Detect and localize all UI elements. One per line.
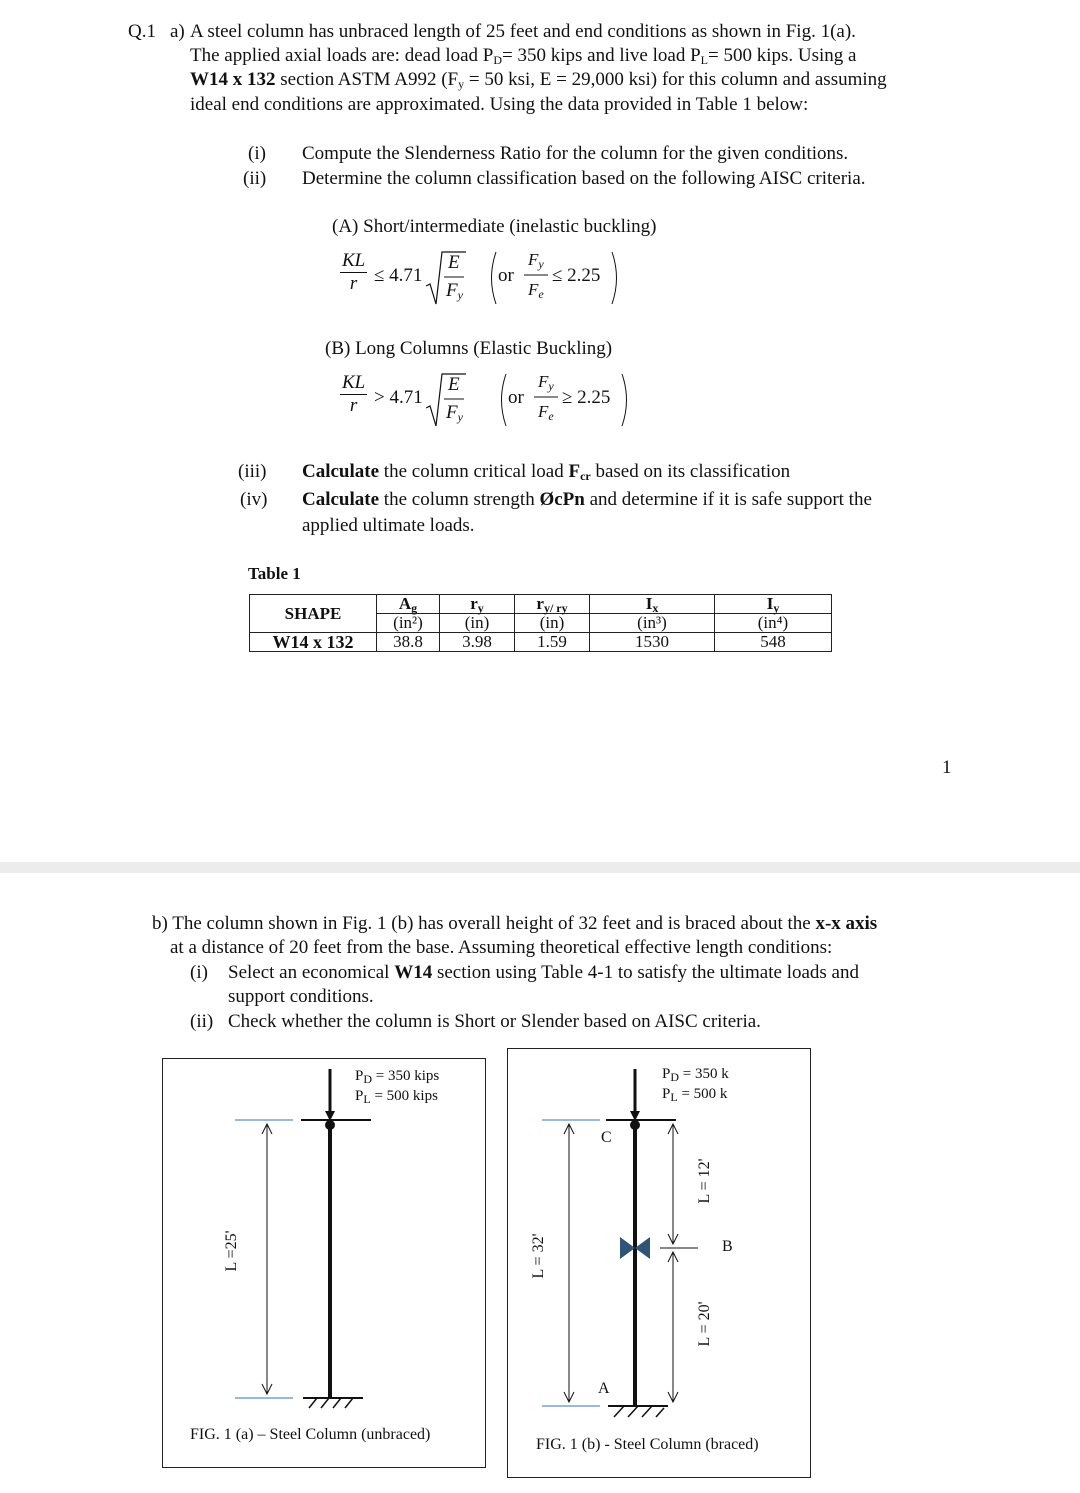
length-label: L =25' bbox=[223, 1230, 240, 1272]
length-bottom-label: L = 20' bbox=[696, 1301, 713, 1347]
point-b-label: B bbox=[722, 1238, 733, 1255]
criteria-a-title: (A) Short/intermediate (inelastic buckling) bbox=[332, 216, 657, 237]
intro-line-3: W14 x 132 section ASTM A992 ($F_y = 50$ ksi, E = 29,000 ksi) for this column and assuming bbox=[190, 69, 887, 91]
length-total-label: L = 32' bbox=[530, 1233, 547, 1279]
intro-line-2: The applied axial loads are: dead load $P_D= 350$ kips and live load $P_L= 500$ kips. Using a bbox=[190, 45, 857, 67]
table-unit: (in³) bbox=[590, 614, 715, 633]
item-text: Compute the Slenderness Ratio for the column for the given conditions. bbox=[302, 143, 849, 164]
formula-b: $\frac{KL}{r}$ > 4.71 E $F_y$ or $F_y$ $F_e$ ≥ 2.25 bbox=[340, 372, 640, 428]
table-header: $I_x$ bbox=[590, 595, 715, 614]
table-cell: 3.98 bbox=[440, 633, 515, 652]
page-number: 1 bbox=[942, 757, 952, 778]
intro-line-1: A steel column has unbraced length of 25 feet and end conditions as shown in Fig. 1(a). bbox=[190, 21, 856, 42]
table-cell: 38.8 bbox=[377, 633, 440, 652]
point-a-label: A bbox=[598, 1380, 610, 1397]
item-num: (i) bbox=[248, 143, 266, 164]
item-text: Calculate the column strength ØcPn and determine if it is safe support the bbox=[302, 489, 872, 510]
item-num: (ii) bbox=[190, 1011, 214, 1032]
item-text: Calculate the column critical load $F_{cr}$ based on its classification bbox=[302, 461, 791, 483]
figure-caption: FIG. 1 (a) – Steel Column (unbraced) bbox=[190, 1426, 431, 1443]
table-header: $I_y$ bbox=[715, 595, 832, 614]
formula-a: $\frac{KL}{r}$ ≤ 4.71 E $F_y$ or $F_y$ $F_e$ ≤ 2.25 bbox=[340, 250, 640, 306]
item-num: (ii) bbox=[243, 168, 267, 189]
table-header: $A_g$ bbox=[377, 595, 440, 614]
item-num: (i) bbox=[190, 962, 208, 983]
figure-1b bbox=[507, 1048, 811, 1478]
table-unit: (in²) bbox=[377, 614, 440, 633]
criteria-b-title: (B) Long Columns (Elastic Buckling) bbox=[325, 338, 613, 359]
table-cell: 1530 bbox=[590, 633, 715, 652]
table-unit: (in) bbox=[515, 614, 590, 633]
column-diagram-a bbox=[163, 1059, 485, 1467]
table-row bbox=[250, 633, 832, 652]
table-unit: (in⁴) bbox=[715, 614, 832, 633]
item-text-cont: support conditions. bbox=[228, 986, 374, 1007]
table-header: $r_y$ bbox=[440, 595, 515, 614]
column-diagram-b bbox=[508, 1049, 810, 1477]
properties-table bbox=[249, 594, 832, 652]
table-title: Table 1 bbox=[248, 564, 301, 583]
item-num: (iv) bbox=[240, 489, 268, 510]
part-a-label: a) bbox=[170, 21, 185, 42]
table-header: $r_{y/ ry}$ bbox=[515, 595, 590, 614]
dead-load-label: $P_D = 350$ kips bbox=[355, 1068, 440, 1086]
item-text: Check whether the column is Short or Slender based on AISC criteria. bbox=[228, 1011, 761, 1032]
table-cell: 1.59 bbox=[515, 633, 590, 652]
point-c-label: C bbox=[601, 1129, 612, 1146]
item-text: Determine the column classification based on the following AISC criteria. bbox=[302, 168, 866, 189]
part-b-line-2: at a distance of 20 feet from the base. Assuming theoretical effective length conditions: bbox=[170, 937, 833, 958]
table-header: SHAPE bbox=[250, 595, 377, 633]
intro-line-4: ideal end conditions are approximated. Using the data provided in Table 1 below: bbox=[190, 94, 809, 115]
page-separator bbox=[0, 862, 1080, 873]
live-load-label: $P_L = 500$ k bbox=[662, 1086, 728, 1104]
table-unit: (in) bbox=[440, 614, 515, 633]
figure-caption: FIG. 1 (b) - Steel Column (braced) bbox=[536, 1436, 759, 1453]
item-text: Select an economical W14 section using Table 4-1 to satisfy the ultimate loads and bbox=[228, 962, 859, 983]
item-text-cont: applied ultimate loads. bbox=[302, 515, 475, 536]
question-number: Q.1 bbox=[128, 21, 156, 42]
length-top-label: L = 12' bbox=[696, 1158, 713, 1204]
live-load-label: $P_L = 500$ kips bbox=[355, 1088, 438, 1106]
item-num: (iii) bbox=[238, 461, 267, 482]
part-b-line-1: b) The column shown in Fig. 1 (b) has overall height of 32 feet and is braced about the x-x axis bbox=[152, 913, 878, 934]
table-cell: W14 x 132 bbox=[250, 633, 377, 652]
figure-1a bbox=[162, 1058, 486, 1468]
table-cell: 548 bbox=[715, 633, 832, 652]
dead-load-label: $P_D = 350$ k bbox=[662, 1066, 729, 1084]
